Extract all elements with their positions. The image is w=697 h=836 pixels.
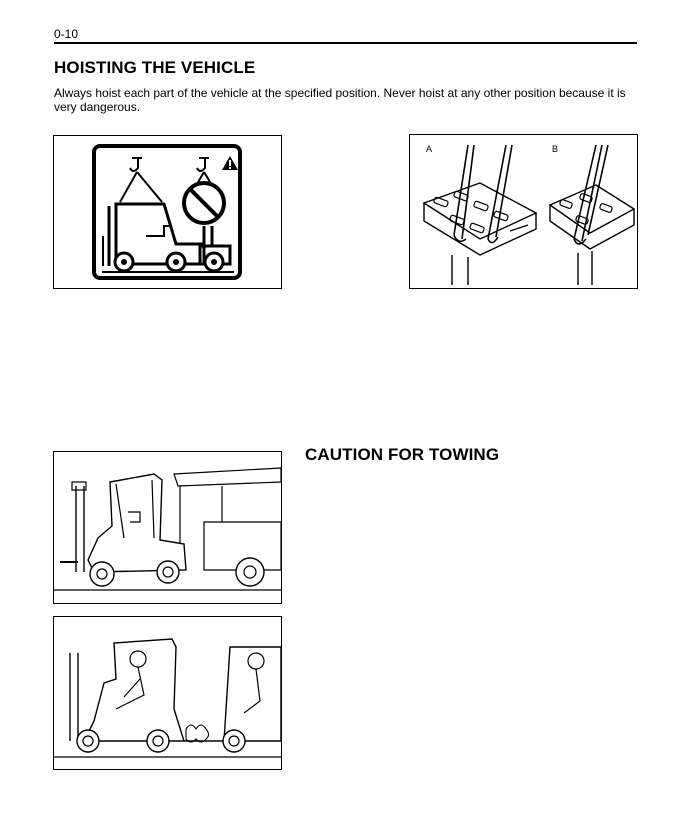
figure-label-b: B <box>552 144 559 154</box>
hoisting-description: Always hoist each part of the vehicle at the specified position. Never hoist at any other position because it is very dangerous. <box>54 86 626 114</box>
fork-hoisting-detail-figure <box>409 134 638 289</box>
page-number: 0-10 <box>54 27 79 41</box>
header-rule <box>54 42 637 44</box>
operator-head <box>130 651 146 667</box>
figure-label-a: A <box>426 144 433 154</box>
hook-icon <box>130 158 142 171</box>
towing-figure <box>53 616 282 770</box>
forklift-hoist-illustration <box>54 452 281 603</box>
hoisting-title: HOISTING THE VEHICLE <box>54 58 256 77</box>
towing-title: CAUTION FOR TOWING <box>305 445 500 464</box>
hook-icon <box>197 158 209 171</box>
fork-illustration <box>410 135 637 288</box>
hoisting-rear-figure <box>53 451 282 604</box>
operator-head <box>248 653 264 669</box>
hoisting-warning-label-figure <box>53 135 282 289</box>
forklift-towing-illustration <box>54 617 281 769</box>
warning-label-illustration <box>54 136 281 288</box>
exhaust-smoke <box>186 725 209 742</box>
